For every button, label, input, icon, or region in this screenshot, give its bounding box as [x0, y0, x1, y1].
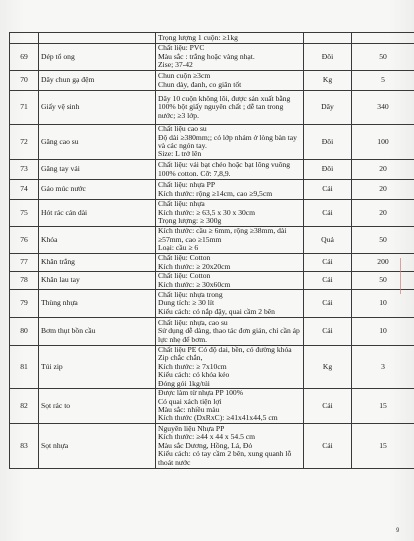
table-row: [10, 44, 414, 71]
cell-unit: Cái: [304, 389, 352, 424]
spec-line: Màu sắc : trắng hoặc vàng nhạt.: [158, 51, 255, 61]
table-row: [10, 160, 414, 180]
spec-line: Đóng gói 1kg/túi: [158, 378, 210, 388]
cell-no: 72: [10, 125, 39, 160]
spec-line: Kích thước: ≥ 20x20cm: [158, 261, 231, 271]
spec-line: Kiểu cách: có khóa kéo: [158, 370, 230, 380]
spec-line: Loại: cầu ≥ 6: [158, 243, 199, 253]
cell-spec: [156, 33, 304, 44]
cell-name: Sọt nhựa: [39, 424, 156, 469]
cell-name: Thùng nhựa: [39, 290, 156, 318]
cell-unit: Cái: [304, 272, 352, 290]
cell-spec: [156, 44, 304, 71]
cell-unit: Kg: [304, 71, 352, 91]
cell-no: 81: [10, 346, 39, 389]
cell-qty: 20: [352, 180, 414, 200]
cell-qty: 50: [352, 227, 414, 254]
cell-no: 76: [10, 227, 39, 254]
spec-line: Màu sắc: nhiều màu: [158, 405, 220, 415]
spec-line: Chất liệu: nhựa: [158, 199, 205, 209]
supplies-table: [9, 32, 414, 469]
spec-line: Chất liệu: vải bạt chéo hoặc bạt lông vuông 100% cotton. Cỡ: 7,8,9.: [158, 160, 291, 178]
cell-unit: Dây: [304, 91, 352, 125]
cell-name: Bơm thụt bồn cầu: [39, 318, 156, 346]
cell-no: 73: [10, 160, 39, 180]
cell-spec: [156, 91, 304, 125]
table-row: [10, 71, 414, 91]
cell-unit: Cái: [304, 290, 352, 318]
cell-name: Gáo múc nước: [39, 180, 156, 200]
cell-no: 78: [10, 272, 39, 290]
spec-line: Chất liệu: nhựa trong: [158, 289, 223, 299]
cell-spec: [156, 318, 304, 346]
cell-qty: 10: [352, 290, 414, 318]
cell-name: Khăn lau tay: [39, 272, 156, 290]
cell-qty: 200: [352, 254, 414, 272]
cell-qty: 20: [352, 200, 414, 227]
spec-line: Kiểu cách: có nắp đậy, quai cầm 2 bên: [158, 306, 275, 316]
page-number: 9: [396, 528, 400, 534]
spec-line: Chất liệu cao su: [158, 124, 207, 134]
cell-qty: 50: [352, 44, 414, 71]
table-row: [10, 389, 414, 424]
spec-line: Kích thước: cầu ≥ 6mm, rộng ≥38mm, dài ≥57mm, cao ≥15mm: [158, 226, 287, 244]
cell-name: Khóa: [39, 227, 156, 254]
cell-spec: [156, 200, 304, 227]
spec-line: Kích thước: ≥ 63,5 x 30 x 30cm: [158, 207, 256, 217]
cell-spec: [156, 290, 304, 318]
cell-no: 80: [10, 318, 39, 346]
cell-spec: [156, 160, 304, 180]
table-row: [10, 346, 414, 389]
cell-spec: [156, 227, 304, 254]
cell-unit: [304, 33, 352, 44]
spec-line: Chun dày, đanh, co giãn tốt: [158, 79, 242, 89]
cell-unit: Cái: [304, 254, 352, 272]
cell-no: 70: [10, 71, 39, 91]
table-row: [10, 254, 414, 272]
cell-qty: 340: [352, 91, 414, 125]
cell-spec: [156, 272, 304, 290]
cell-name: Túi zip: [39, 346, 156, 389]
cell-qty: 3: [352, 346, 414, 389]
cell-name: Dép tổ ong: [39, 44, 156, 71]
spec-line: Có quai xách tiện lợi: [158, 396, 222, 406]
table-row: [10, 318, 414, 346]
cell-name: Sọt rác to: [39, 389, 156, 424]
cell-spec: [156, 125, 304, 160]
cell-unit: Cái: [304, 180, 352, 200]
cell-no: 75: [10, 200, 39, 227]
cell-spec: [156, 346, 304, 389]
cell-name: [39, 33, 156, 44]
table-row-continuation: [10, 33, 414, 44]
cell-qty: 5: [352, 71, 414, 91]
cell-no: 69: [10, 44, 39, 71]
cell-qty: 10: [352, 318, 414, 346]
cell-name: Giấy vệ sinh: [39, 91, 156, 125]
spec-line: Dung tích: ≥ 30 lít: [158, 298, 215, 308]
spec-line: Chất liệu: Cotton: [158, 271, 211, 281]
table-row: [10, 272, 414, 290]
spec-line: Kiểu cách: có tay cầm 2 bên, xung quanh lỗ thoát nước: [158, 449, 292, 467]
spec-line: Chất liệu: nhựa, cao su: [158, 317, 228, 327]
cell-unit: Đôi: [304, 160, 352, 180]
spec-line: Kích thước: ≥44 x 44 x 54.5 cm: [158, 432, 256, 442]
cell-spec: [156, 424, 304, 469]
cell-no: 82: [10, 389, 39, 424]
table-row: [10, 91, 414, 125]
cell-qty: 50: [352, 272, 414, 290]
cell-qty: 100: [352, 125, 414, 160]
spec-line: Zise; 37-42: [158, 60, 193, 70]
cell-unit: Đôi: [304, 44, 352, 71]
spec-line: Chun cuộn ≥3cm: [158, 71, 211, 81]
cell-qty: [352, 33, 414, 44]
cell-no: 79: [10, 290, 39, 318]
table-row: [10, 290, 414, 318]
cell-spec: [156, 254, 304, 272]
spec-line: Kích thước: ≥ 30x60cm: [158, 279, 231, 289]
spec-line: Kích thước: ≥ 7x10cm: [158, 361, 227, 371]
spec-line: Chất liệu: PVC: [158, 43, 205, 53]
spec-line: Kích thước: rộng ≥14cm, cao ≥9,5cm: [158, 188, 273, 198]
table-row: [10, 200, 414, 227]
cell-name: Dây chun gạ đệm: [39, 71, 156, 91]
table-row: [10, 180, 414, 200]
spec-line: Chất liệu PE Có độ dai, bền, có đường khóa Zip chắc chắn,: [158, 345, 292, 363]
table-row: [10, 125, 414, 160]
cell-qty: 15: [352, 389, 414, 424]
spec-line: Kích thước (DxRxC): ≥41x41x44,5 cm: [158, 413, 278, 423]
cell-qty: 15: [352, 424, 414, 469]
spec-line: Màu sắc Dương, Hồng, Lá, Đỏ: [158, 440, 253, 450]
cell-no: 74: [10, 180, 39, 200]
spec-line: Độ dài ≥380mm;; có lớp nhám ở lòng bàn tay và các ngón tay.: [158, 132, 297, 150]
cell-name: Hót rác cán dài: [39, 200, 156, 227]
cell-unit: Kg: [304, 346, 352, 389]
spec-line: Nguyên liệu Nhựa PP: [158, 424, 225, 434]
spec-line: Trọng lượng 1 cuộn: ≥1kg: [158, 32, 238, 42]
spec-line: Dây 10 cuộn không lõi, được sản xuất bằng 100% bột giấy nguyên chất ; dễ tan trong nước; ≥3 lớp.: [158, 93, 291, 120]
cell-unit: Cái: [304, 424, 352, 469]
cell-name: Khăn trắng: [39, 254, 156, 272]
red-stamp-mark: [400, 258, 409, 294]
spec-line: Trọng lượng: ≥ 300g: [158, 216, 222, 226]
cell-no: 77: [10, 254, 39, 272]
cell-qty: 20: [352, 160, 414, 180]
cell-no: 71: [10, 91, 39, 125]
table-row: [10, 227, 414, 254]
table-row: [10, 424, 414, 469]
cell-unit: Quả: [304, 227, 352, 254]
cell-spec: [156, 180, 304, 200]
cell-unit: Cái: [304, 318, 352, 346]
cell-no: [10, 33, 39, 44]
table-body: [10, 33, 414, 469]
cell-spec: [156, 389, 304, 424]
cell-unit: Đôi: [304, 125, 352, 160]
cell-name: Găng tay vải: [39, 160, 156, 180]
cell-spec: [156, 71, 304, 91]
cell-name: Găng cao su: [39, 125, 156, 160]
cell-unit: Cái: [304, 200, 352, 227]
spec-line: Chất liệu: Cotton: [158, 253, 211, 263]
cell-no: 83: [10, 424, 39, 469]
spec-line: Sử dụng dễ dàng, thao tác đơn giản, chỉ cần áp lực nhẹ để bơm.: [158, 326, 300, 344]
spec-line: Size: L trở lên: [158, 149, 202, 159]
spec-line: Được làm từ nhựa PP 100%: [158, 388, 244, 398]
spec-line: Chất liệu: nhựa PP: [158, 180, 216, 190]
